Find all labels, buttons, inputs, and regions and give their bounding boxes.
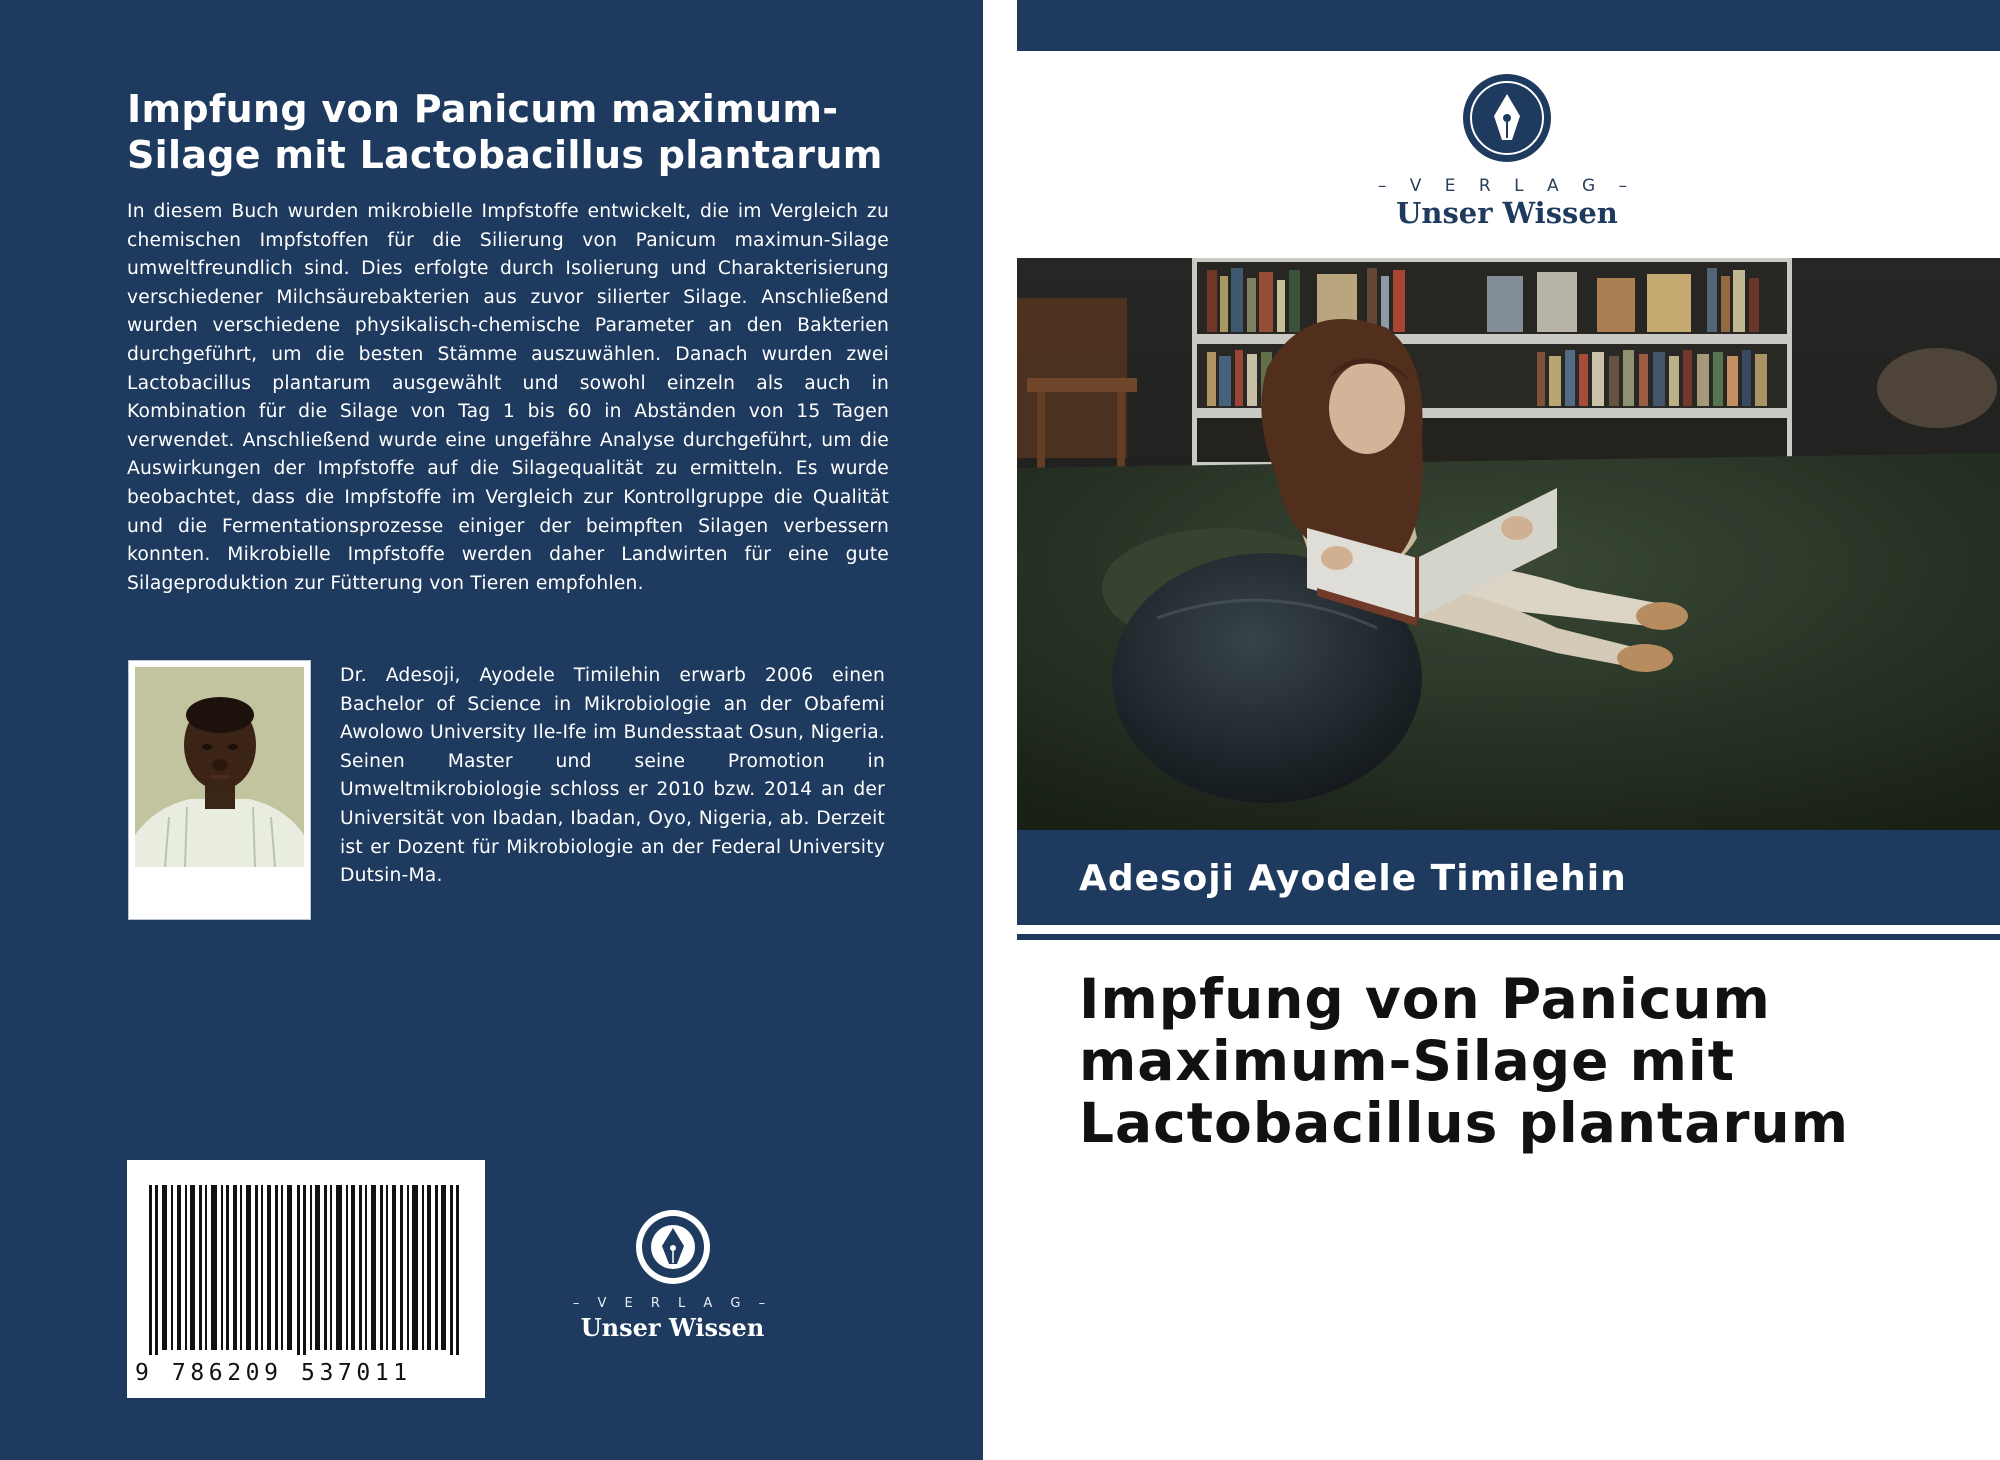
front-top-bar (1017, 0, 2000, 51)
front-cover-title: Impfung von Panicum maximum-Silage mit Lactobacillus plantarum (1079, 967, 1850, 1155)
front-publisher-verlag: – V E R L A G – (1377, 176, 1637, 196)
back-cover-blurb: In diesem Buch wurden mikrobielle Impfstoffe entwickelt, die im Vergleich zu chemischen Impfstoffen für die Silierung von Panicum maximun-Silage umweltfreundlich sind. Dies erfolgte durch Isolierung und Charakterisierung verschiedener Milchsäurebakterien aus zuvor silierter Silage. Anschließend wurden verschiedene physikalisch-chemische Parameter an den Bakterien durchgeführt, um die besten Stämme auszuwählen. Danach wurden zwei Lactobacillus plantarum ausgewählt und sowohl einzeln als auch in Kombination für die Silage von Tag 1 bis 60 in Abständen von 15 Tagen verwendet. Anschließend wurde eine ungefähre Analyse durchgeführt, um die Auswirkungen der Impfstoffe auf die Silagequalität zu ermitteln. Es wurde beobachtet, dass die Impfstoffe im Vergleich zur Kontrollgruppe die Qualität und die Fermentationsprozesse einiger der beimpften Silagen verbessern konnten. Mikrobielle Impfstoffe werden daher Landwirten für eine gute Silageproduktion zur Fütterung von Tieren empfohlen. (127, 201, 889, 594)
back-publisher-logo (570, 1208, 775, 1342)
back-publisher-name: Unser Wissen (580, 1313, 765, 1342)
cover-photo (1017, 258, 2000, 830)
isbn-digits: 9 786209 537011 (135, 1360, 412, 1386)
isbn-barcode (127, 1160, 485, 1398)
band-divider-line (1017, 934, 2000, 940)
author-portrait-image (135, 667, 304, 867)
girl-reading-image (1017, 258, 2000, 830)
publisher-seal-icon (634, 1208, 712, 1286)
front-cover (1017, 0, 2000, 1460)
author-bio: Dr. Adesoji, Ayodele Timilehin erwarb 2006 einen Bachelor of Science in Mikrobiologie an der Obafemi Awolowo University Ile-Ife im Bundesstaat Osun, Nigeria. Seinen Master und seine Promotion in Umweltmikrobiologie schloss er 2010 bzw. 2014 an der Universität von Ibadan, Ibadan, Oyo, Nigeria, ab. Derzeit ist er Dozent für Mikrobiologie an der Federal University Dutsin-Ma. (340, 665, 885, 887)
back-cover-title: Impfung von Panicum maximum-Silage mit Lactobacillus plantarum (127, 87, 883, 177)
publisher-pen-icon (1461, 72, 1553, 164)
spine-gap (983, 0, 1017, 1460)
front-publisher-logo (1357, 72, 1657, 230)
back-publisher-verlag: – V E R L A G – (572, 1296, 773, 1311)
author-band (1017, 830, 2000, 925)
back-cover (0, 0, 983, 1460)
front-author-name: Adesoji Ayodele Timilehin (1079, 858, 1627, 899)
front-publisher-name: Unser Wissen (1396, 196, 1618, 230)
author-photo (128, 660, 311, 920)
barcode-bars (127, 1160, 485, 1360)
